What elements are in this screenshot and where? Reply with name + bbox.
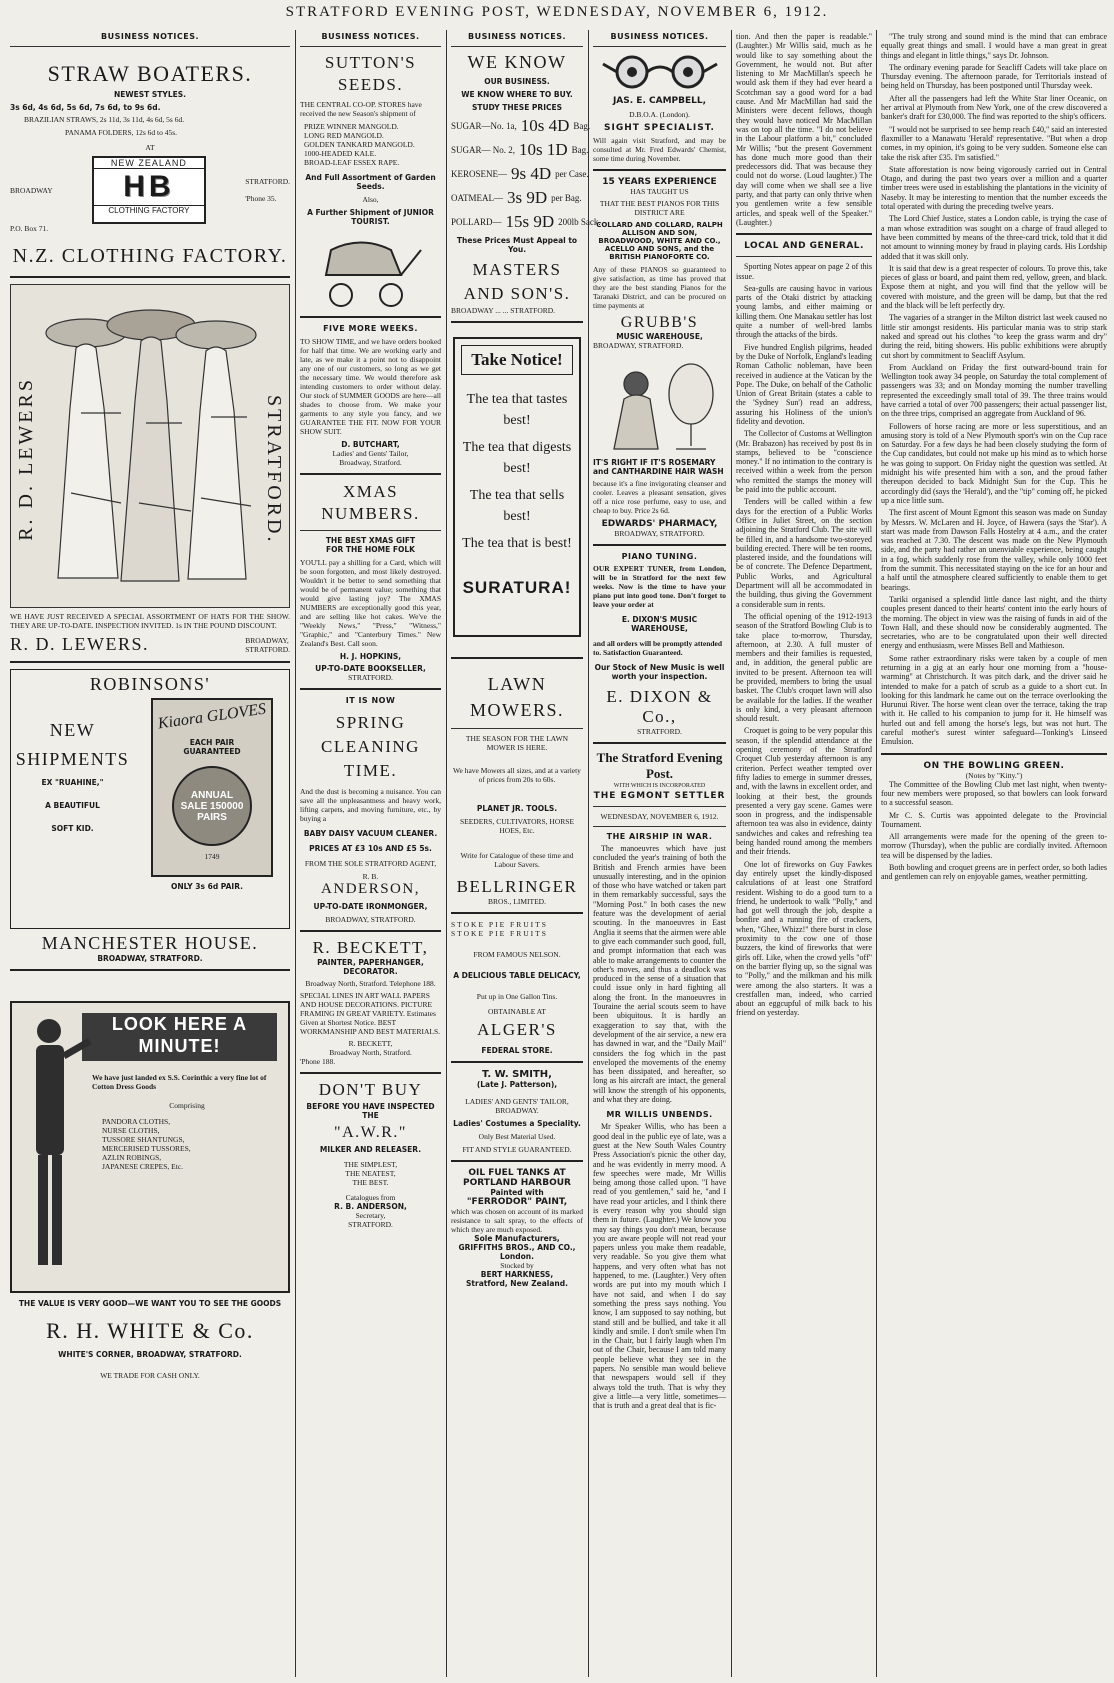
airship-article: The manoeuvres which have just concluded the year's training of both the British and French armies have been unusually interesting, and in the opinion of those who have watched or taken part in them remarkably successful, says the "Morning Post." In both cases the new feature was the development of aerial scouting. In the manoeuvres in East Anglia it seems that the airmen were able to give each commander such good, full, and prompt information that each was able to make arrangements to counter the other's moves, and thus a deadlock was produced in the sense of a situation that could issue only in hard fighting all along the front. In the manoeuvres in Touraine the aerial scouts seem to have been ubiquitous. It is hardly an exaggeration to say that, with the development of the air service, a new era has dawned in war, and the "Daily Mail" considers the fog which in the past enveloped the movements of the enemy has been dissipated, and hereafter, so long as his aircraft are intact, the general will know the strength of his opponents, and what they are doing.	[593, 844, 726, 1105]
man-illustration	[14, 1009, 84, 1279]
willis-continued: tion. And then the paper is readable." (Laughter.) Mr Willis said, much as he would like to say something about the Government, he would not. But after listening to Mr MacMillan's speech he would ask them if they had ever heard a Scotchman say a good word for a bad cause. And Mr MacMillan had said the Ministers were decent fellows, though they would have noticed Mr MacMillan was on top all the time. "I do not believe in the Labour platform a bit," concluded Mr Willis; "but the present Government has done much more good than their predecessors did. That was because they could not do worse. (Loud laughter.) The day will come when we shall see a live party, and that party can only thrive when you gentlemen write a few sensible articles, and speak well of the Speaker." (Laughter.)	[736, 32, 872, 227]
robinsons-ad: ROBINSONS' NEW SHIPMENTS EX "RUAHINE," A BEAUTIFUL SOFT KID. Kiaora GLOVES EACH PAIR GUARANTEED ANNUAL SALE 150000 PAIRS 1749 ONLY 3s 6d PAIR.	[10, 669, 290, 929]
suttons-title: SUTTON'S SEEDS.	[324, 53, 417, 94]
bowling-heading: ON THE BOWLING GREEN.	[923, 760, 1065, 771]
bowling-article: The Committee of the Bowling Club met last night, when twenty-four new members were proposed, so that bowlers can look forward to a successful season. Mr C. S. Curtis was appointed delegate to the Provincial Tournament. All arrangements were made for the opening of the green to-morrow (Thursday), when the public are cordially invited. Afternoon tea will be dispensed by the ladies. Both bowling and croquet greens are in perfect order, so both ladies and gentlemen can rely on enjoyable games, weather permitting.	[881, 779, 1107, 882]
dont-buy: DON'T BUY	[318, 1080, 423, 1099]
lady-mirror-illustration	[596, 354, 724, 454]
manchester-house: MANCHESTER HOUSE.	[41, 933, 259, 953]
butchart-text: TO SHOW TIME, and we have orders booked for half that time. We are working early and late, as we make it a point not to disappoint any one of our customers, so long as we get the necessary time. We would therefore ask intending customers to order without delay. Our stock of SUMMER GOODS are here—all shades to choose from. We make your garments to any style you fancy, and we GUARANTEE THE FIT. NOW FOR YOUR SHOW SUIT.	[300, 337, 441, 436]
dixon-name: E. DIXON & Co.,	[606, 687, 713, 726]
gloves-box: Kiaora GLOVES EACH PAIR GUARANTEED ANNUAL SALE 150000 PAIRS 1749	[151, 698, 273, 877]
pram-illustration	[311, 230, 431, 310]
straw-title: STRAW BOATERS.	[47, 61, 253, 86]
suratura-brand: SURATURA!	[462, 578, 572, 597]
masthead: STRATFORD EVENING POST, WEDNESDAY, NOVEMBER 6, 1912.	[285, 4, 829, 20]
lawn-mowers: LAWN MOWERS.	[469, 674, 564, 720]
column-2: BUSINESS NOTICES. SUTTON'S SEEDS. THE CENTRAL CO-OP. STORES have received the new Season's shipment of PRIZE WINNER MANGOLD. LONG RED MANGOLD. GOLDEN TANKARD MANGOLD. 1000-HEADED KALE. BROAD-LEAF ESSEX RAPE. And Full Assortment of Garden Seeds. Also, A Further Shipment of JUNIOR TOURIST. FIVE MORE WEEKS. TO SHOW TIME, and we have orders booked for half that time. We are working early and late, as we make it a point not to disappoint any one of our customers, so long as we get the necessary time. We would therefore ask intending customers to order without delay. Our stock of SUMMER GOODS are here—all shades to choose from. We make your garments to any style you fancy, and we GUARANTEE THE FIT. NOW FOR YOUR SHOW SUIT. D. BUTCHART, Ladies' and Gents' Tailor, Broadway, Stratford. XMAS NUMBERS. THE BEST XMAS GIFT FOR THE HOME FOLK YOU'LL pay a shilling for a Card, which will be soon forgotten, and most likely destroyed. Wouldn't it be better to send something that would be of permanent value; something that would give lasting joy? The XMAS NUMBERS are exceptionally good this year, and are selling like hot cakes. We've the "Weekly News," "Press," "Witness," "Graphic," and "Canterbury Times." New Zealand's Best. Call soon. H. J. HOPKINS, UP-TO-DATE BOOKSELLER, STRATFORD. IT IS NOW SPRING CLEANING TIME. And the dust is becoming a nuisance. You can save all the unpleasantness and heavy work, lifting carpets, and moving furniture, etc., by buying a BABY DAISY VACUUM CLEANER. PRICES AT £3 10s AND £5 5s. FROM THE SOLE STRATFORD AGENT, R. B. ANDERSON, UP-TO-DATE IRONMONGER, BROADWAY, STRATFORD. R. BECKETT, PAINTER, PAPERHANGER, DECORATOR. Broadway North, Stratford. Telephone 188. SPECIAL LINES IN ART WALL PAPERS AND HOUSE DECORATIONS. PICTURE FRAMING IN GREAT VARIETY. Estimates Given at Shortest Notice. BEST WORKMANSHIP AND BEST MATERIALS. R. BECKETT, Broadway North, Stratford. 'Phone 188. DON'T BUY BEFORE YOU HAVE INSPECTED THE "A.W.R." MILKER AND RELEASER. THE SIMPLEST, THE NEATEST, THE BEST. Catalogues from R. B. ANDERSON, Secretary, STRATFORD.	[300, 32, 441, 1229]
column-6: "The truly strong and sound mind is the mind that can embrace equally great things and small. I would have a man great in great things and elegant in little things," says Dr. Johnson. The ordinary evening parade for Seacliff Cadets will take place on Thursday evening. The afternoon parade, for Territorials instead of being held on Thursday, has been postponed until Thursday week. After all the passengers had left the White Star liner Oceanic, on her arrival at Plymouth from New York, one of the crew discovered a banker's draft for £30,000. The find was reported to the ship's officers. "I would not be surprised to see hemp reach £40," said an interested flaxmiller to a Manawatu 'Herald' representative. "But when a drop comes, in my opinion, it's going to be very sudden. Someone else can take the risk after £35. I'm satisfied." State afforestation is now being vigorously carried out in Central Otago, and during the past two years over a million and a quarter timber trees were used in establishing the plantations in the vicinity of Naseby. It may be interesting to mention that the number exceeds the total operated with during the preceding twelve years. The Lord Chief Justice, states a London cable, is trying the case of a man whose extradition was sought on a charge of fraud alleged to have been committed by means of the three-card trick, told that it did not amount to winning money by fraud in playing cards. His Lordship added that it was skill only. It is said that dew is a great respecter of colours. To prove this, take pieces of glass or board, and paint them red, yellow, green, and black. Expose them at night, and you will find that the yellow will be covered with moisture, and the green will be damp, but that the red and the black will be left perfectly dry. The vagaries of a stranger in the Milton district last week caused no little stir amongst residents. His particular mania was to strip stark naked and spread out his clothes "to keep the grass warm and dry" during the reid, biting showers. His public exhibitions were abruptly cut short by commitment to Seacliff Asylum. From Auckland on Friday the first outward-bound train for Wellington took away 34 people, on Saturday the total complement of passengers was 33; and on Monday morning the number travelling represented the exceedingly small total of 39. The three trains would have carried a total of over 700 passengers; their actual passenger list, on the three trips, comprised an aggregate from Auckland of 96. Followers of horse racing are more or less superstitious, and an amusing story is told of a New Plymouth sport's win on the Cup race on Saturday. For a few days he had been closely studying the form of the Cup candidates, but could not make up his mind as to which horse he was going to support. On Friday night the question was settled. At midnight his wife presented him with a son, and the proud father thereupon decided to back Midnight Sun for the Cup. This he accordingly did (says the 'Herald'), and the "tip" coming off, he picked up a nice little sum. The first ascent of Mount Egmont this season was made on Sunday by Messrs. W. McLaren and H. Joyce, of Hawera (says the 'Star'). A start was made from Dawson Falls Hostelry at 4 a.m., and the crater was reached at 7.30. The descent was made on the New Plymouth side, and the party had rather an unenviable experience, being caught in a fog, which suddenly rose from the valley, while only 1000 feet from the summit. This necessitated staying on the ice for an hour and a half until the atmosphere cleared sufficiently to enable them to get bearings. Tariki organised a splendid little dance last night, and the thirty couples present danced to their hearts' content into the early hours of the morning. The object in view was the raising of funds in aid of the Town Hall, and these should now be considerably augmented. The secretaries, who are to be congratulated upon their well directed energy and enthusiasm, were Misses Bell and Mathieson. Some rather extraordinary risks were taken by a couple of men returning in a gig at an early hour one morning from a "house-warming" at Christchurch. It was pitch dark, and the driver said he intended to make for a patch of scrub as a guide to a short cut. In looking for this landmark he came out on the terrace overlooking the Hurunui River. The horse went clean over the terrace, taking the trap with it. He called to his companion to jump for it. He himself was hurled out and fell among the horse's legs, but was not hurt. The careful mother's surest winter safeguard—Tonking's Linseed Emulsion. ON THE BOWLING GREEN. (Notes by "Kitty.") The Committee of the Bowling Club met last night, when twenty-four new members were proposed, so that bowlers can look forward to a successful season. Mr C. S. Curtis was appointed delegate to the Provincial Tournament. All arrangements were made for the opening of the green to-morrow (Thursday), when the public are cordially invited. Afternoon tea will be dispensed by the ladies. Both bowling and croquet greens are in perfect order, so both ladies and gentlemen can rely on enjoyable games, weather permitting.	[881, 32, 1107, 882]
willis-article: Mr Speaker Willis, who has been a good deal in the public eye of late, was a guest at the New South Wales Country Press Association's picnic the other day, and he was evidently in merry mood. A few speeches were made, Mr Willis being among those called upon. "I have read of you gentlemen," said he, "and I have read your articles, and I think there is every reason why you should sign them in future. (Laughter.) We know you may say things you don't mean, because you are aware people will not read your papers unless you make them readable, very readable. So you give them what happens, and very often what has not happened, to me. (Laughter.) Very often words are put into my mouth which I have not said, and when I do say something the press says nothing. You know, I am supposed to say nothing, but stand still and be bullied, and take it all kindly and smile. I don't smile when I'm in the Chair, but I fairly laugh when I'm out of the Chair, because I am told many people believe what they see in the papers. No sensible man would believe that newspapers would sell if they always told the truth. That is why they give a little—a very little, sometimes—that is truth and a great deal that is fic-	[593, 1122, 726, 1411]
column-4: BUSINESS NOTICES. JAS. E. CAMPBELL, D.B.O.A. (London). SIGHT SPECIALIST. Will again visit Stratford, and may be consulted at Mr. Fred Edwards' Chemist, some time during November. 15 YEARS EXPERIENCE HAS TAUGHT US THAT THE BEST PIANOS FOR THIS DISTRICT ARE COLLARD AND COLLARD, RALPH ALLISON AND SON, BROADWOOD, WHITE AND CO., ACELLO AND SONS, and the BRITISH PIANOFORTE CO. Any of these PIANOS so guaranteed to give satisfaction, as time has proved that they are the best standing Pianos for the Taranaki District, and can be procured on time payments at GRUBB'S MUSIC WAREHOUSE, BROADWAY, STRATFORD. IT'S RIGHT IF IT'S ROSEMARY and CANTHARDINE HAIR WASH because it's a fine invigorating cleanser and cooler. Leaves a pleasant sensation, gives off a nice rose perfume, easy to use, and cheap to buy. Price 2s 6d. EDWARDS' PHARMACY, BROADWAY, STRATFORD. PIANO TUNING. OUR EXPERT TUNER, from London, will be in Stratford for the next few weeks. Now is the time to have your piano put into good tone. Don't forget to leave your order at E. DIXON'S MUSIC WAREHOUSE, and all orders will be promptly attended to. Satisfaction Guaranteed. Our Stock of New Music is well worth your inspection. E. DIXON & Co., STRATFORD. The Stratford Evening Post. WITH WHICH IS INCORPORATED THE EGMONT SETTLER WEDNESDAY, NOVEMBER 6, 1912. THE AIRSHIP IN WAR. The manoeuvres which have just concluded the year's training of both the British and French armies have been unusually interesting, and in the opinion of those who have watched or taken part in them remarkably successful, says the "Morning Post." In both cases the new feature was the development of aerial scouting. In the manoeuvres in East Anglia it seems that the airmen were able to give each commander such good, full, and prompt information that each was able to make arrangements to counter the other's moves, and thus a deadlock was produced in the sense of a situation that could issue only in hard fighting all along the front. In the manoeuvres in Touraine the aerial scouts seem to have been ubiquitous. It is hardly an exaggeration to say that, with the development of the air service, a new era has dawned in war, and the "Daily Mail" considers the fog which in the past enveloped the movements of the enemy has been dissipated, and hereafter, so long as his aircraft are intact, the general will know the strength of his opponents, and what they are doing. MR WILLIS UNBENDS. Mr Speaker Willis, who has been a good deal in the public eye of late, was a guest at the New South Wales Country Press Association's picnic the other day, and he was evidently in merry mood. A few speeches were made, Mr Willis being among those called upon. "I have read of you gentlemen," said he, "and I have read your articles, and I think there is every reason why you should sign them in future. (Laughter.) We know you may say things you don't mean, because you are aware people will not read your papers unless you make them readable, very readable. So you give them what happens, and very often what has not happened, to me. (Laughter.) Very often words are put into my mouth which I have not said, and when I do say something the press says nothing. You know, I am supposed to say nothing, but stand still and be bullied, and take it all kindly and smile. I don't smile when I'm in the Chair, but I fairly laugh when I'm out of the Chair, because I am told many people believe what they see in the papers. No sensible man would believe that newspapers would sell if they always told the truth. That is why they give a little—a very little, sometimes—that is truth and a great deal that is fic-	[593, 32, 726, 1411]
seeds-list: PRIZE WINNER MANGOLD. LONG RED MANGOLD. GOLDEN TANKARD MANGOLD. 1000-HEADED KALE. BROAD-LEAF ESSEX RAPE.	[304, 122, 415, 167]
bellringer-name: BELLRINGER	[456, 877, 578, 896]
xmas-numbers: XMAS NUMBERS.	[321, 482, 420, 523]
local-general-article: Sporting Notes appear on page 2 of this issue. Sea-gulls are causing havoc in various parts of the Otaki district by attacking young lambs, and either maiming or killing them. One Manakau settler has lost quite a number of well-bred lambs through the attacks of the birds. Five hundred English pilgrims, headed by the Duke of Norfolk, England's leading Roman Catholic nobleman, have been received in audience at the Vatican by the Pope. The Duke, on behalf of the Catholic Union of Great Britain (states a cable to the 'Sydney Sun') read an address, assuring his Holiness of the union's fidelity and devotion. The Collector of Customs at Wellington (Mr. Brabazon) has received by post 8s in stamps, believed to be "conscience money." If no intimation to the contrary is received within a week from the person who remitted the stamps the money will be paid into the public account. Tenders will be called within a few days for the erection of a Public Works Office in Juliet Street, on the section adjoining the Stratford Club. The site will be filled in, and a handsome two-storeyed building erected. There will be ten rooms, plastered inside, and the foundations will be of concrete. The Defence Department, Public Works, and Agricultural Department will all be accommodated in the building, thus giving the Government a considerable sum in rents. The official opening of the 1912-1913 season of the Stratford Bowling Club is to take place to-morrow, Thursday, afternoon, at 2.30. A full muster of members and their families is requested, and, in addition, the general public are invited to be present. Afternoon tea will be provided, members to bring the usual basket. The Club's croquet lawn will also be available for the ladies. If the weather is only kind, a very pleasant afternoon should result. Croquet is going to be very popular this season, if the splendid attendance at the opening ceremony of the Stratford Croquet Club yesterday afternoon is any criterion. Perfect weather tempted over fifty ladies to emerge in summer dresses, and, with the lawns in excellent order, and looking at their best, the grounds presented a very gay scene. Games were soon in progress, and the indispensable afternoon tea was also in evidence, dainty sandwiches and cakes and refreshing tea being handed round among the members and their friends. One lot of fireworks on Guy Fawkes day entirely upset the kindly-disposed calculations of at least one Stratford resident. Wishing to do a good turn to a friend, he undertook to walk "Polly," and had got well through the job, despite a bonfire and a running fire of crackers, when, "Ghee, Whizz!" there burst in close proximity to the cow one of those buzzers, the kind of fireworks that were girls off. Like, when the crowd yells "off" on the barrier flying up, so the signal was to "Polly," and the milkman and his milk were among the also starters. It was a crestfallen man, indeed, who carried about an eggcupful of milk back to his friend on yesterday.	[736, 262, 872, 1018]
white-ad: LOOK HERE A MINUTE! We have just landed ex S.S. Corinthic a very fine lot of Cotton Dress Goods Comprising PANDORA CLOTHS, NURSE CLOTHS, TUSSORE SHANTUNGS, MERCERISED TUSSORES, AZLIN ROBINGS, JAPANESE CREPES, Etc.	[10, 1001, 290, 1293]
column-1: BUSINESS NOTICES. STRAW BOATERS. NEWEST STYLES. 3s 6d, 4s 6d, 5s 6d, 7s 6d, to 9s 6d. BRAZILIAN STRAWS, 2s 11d, 3s 11d, 4s 6d, 5s 6d. PANAMA FOLDERS, 12s 6d to 45s. AT BROADWAY NEW ZEALAND HB CLOTHING FACTORY STRATFORD. 'Phone 35. P.O. Box 71. N.Z. CLOTHING FACTORY. R. D. LEWERS STRATFORD. WE HAVE JUST RECEIVED A SPECIAL ASSORTMENT OF HATS FOR THE SHOW. THEY ARE UP-TO-DATE. INSPECTION INVITED. 1s IN THE POUND DISCOUNT. R. D. LEWERS. BROADWAY, STRATFORD. ROBINSONS' NEW SHIPMENTS EX "RUAHINE," A BEAUTIFUL SOFT KID. Kiaora GLOVES EACH PAIR GUARANTEED ANNUAL SALE 150000 PAIRS 1749 ONLY 3s 6d PAIR. MANCHESTER HOUSE. BROADWAY, STRATFORD. LOOK HERE A MINUTE! We have just landed ex S.S. Corinthic a very fine lot of Cotton Dress Goods Comprising PANDORA CLOTHS, NURSE CLOTHS, TUSSORE SHANTUNGS, MERCERISED TUSSORES, AZLIN ROBINGS, JAPANESE CREPES, Etc. THE VALUE IS VERY GOOD—WE WANT YOU TO SEE THE GOODS R. H. WHITE & Co. WHITE'S CORNER, BROADWAY, STRATFORD. WE TRADE FOR CASH ONLY.	[10, 32, 290, 1380]
price-list: SUGAR—No. 1a, 10s 4D Bag. SUGAR— No. 2, 10s 1D Bag. KEROSENE— 9s 4D per Case. OATMEAL— 3s 9D per Bag. POLLARD— 15s 9D 200lb Sack.	[451, 116, 601, 231]
nz-clothing-name: N.Z. CLOTHING FACTORY.	[12, 245, 288, 267]
spring-cleaning: SPRING CLEANING TIME.	[321, 713, 420, 780]
spectacles-icon	[600, 52, 720, 92]
local-general-heading: LOCAL AND GENERAL.	[744, 241, 864, 252]
beckett-name: R. BECKETT,	[312, 938, 429, 957]
lewers-text: WE HAVE JUST RECEIVED A SPECIAL ASSORTMENT OF HATS FOR THE SHOW. THEY ARE UP-TO-DATE. INSPECTION INVITED. 1s IN THE POUND DISCOUNT.	[10, 612, 290, 630]
look-here-banner: LOOK HERE A MINUTE!	[82, 1013, 277, 1061]
tea-ad: Take Notice! The tea that tastes best! The tea that digests best! The tea that sells best! The tea that is best! SURATURA!	[453, 337, 581, 637]
paper-title: The Stratford Evening Post.	[596, 750, 723, 781]
masters-name: MASTERS AND SON'S.	[463, 260, 571, 303]
white-name: R. H. WHITE & Co.	[46, 1318, 254, 1343]
column-5	[736, 32, 872, 1677]
hb-logo: NEW ZEALAND HB CLOTHING FACTORY	[92, 156, 206, 224]
column-3: BUSINESS NOTICES. WE KNOW OUR BUSINESS. WE KNOW WHERE TO BUY. STUDY THESE PRICES SUGAR—No. 1a, 10s 4D Bag. SUGAR— No. 2, 10s 1D Bag. KEROSENE— 9s 4D per Case. OATMEAL— 3s 9D per Bag. POLLARD— 15s 9D 200lb Sack. These Prices Must Appeal to You. MASTERS AND SON'S. BROADWAY ... ... STRATFORD. Take Notice! The tea that tastes best! The tea that digests best! The tea that sells best! The tea that is best! SURATURA! LAWN MOWERS. THE SEASON FOR THE LAWN MOWER IS HERE. We have Mowers all sizes, and at a variety of prices from 20s to 60s. PLANET JR. TOOLS. SEEDERS, CULTIVATORS, HORSE HOES, Etc. Write for Catalogue of these time and Labour Savers. BELLRINGER BROS., LIMITED. STOKE PIE FRUITS STOKE PIE FRUITS FROM FAMOUS NELSON. A DELICIOUS TABLE DELICACY, Put up in One Gallon Tins. OBTAINABLE AT ALGER'S FEDERAL STORE. T. W. SMITH, (Late J. Patterson), LADIES' AND GENTS' TAILOR, BROADWAY. Ladies' Costumes a Speciality. Only Best Material Used. FIT AND STYLE GUARANTEED. OIL FUEL TANKS AT PORTLAND HARBOUR Painted with "FERRODOR" PAINT, which was chosen on account of its marked resistance to salt spray, to the effects of which they are much exposed. Sole Manufacturers, GRIFFITHS BROS., AND CO., London. Stocked by BERT HARKNESS, Stratford, New Zealand.	[451, 32, 601, 1288]
section-header: BUSINESS NOTICES.	[100, 32, 199, 41]
grubbs-name: GRUBB'S	[620, 314, 699, 331]
algers-name: ALGER'S	[477, 1020, 557, 1039]
white-goods-list: PANDORA CLOTHS, NURSE CLOTHS, TUSSORE SHANTUNGS, MERCERISED TUSSORES, AZLIN ROBINGS, JAPANESE CREPES, Etc.	[102, 1117, 191, 1171]
lewers-ad: R. D. LEWERS STRATFORD.	[10, 284, 290, 608]
we-know: WE KNOW	[467, 52, 567, 72]
ladies-illustration	[41, 293, 261, 593]
column-6-notes: "The truly strong and sound mind is the mind that can embrace equally great things and small. I would have a man great in great things and elegant in little things," says Dr. Johnson. The ordinary evening parade for Seacliff Cadets will take place on Thursday evening. The afternoon parade, for Territorials instead of being held on Thursday, has been postponed until Thursday week. After all the passengers had left the White Star liner Oceanic, on her arrival at Plymouth from New York, one of the crew discovered a banker's draft for £30,000. The find was reported to the ship's officers. "I would not be surprised to see hemp reach £40," said an interested flaxmiller to a Manawatu 'Herald' representative. "But when a drop comes, in my opinion, it's going to be very sudden. Someone else can take the risk after £35. I'm satisfied." State afforestation is now being vigorously carried out in Central Otago, and during the past two years over a million and a quarter timber trees were used in establishing the plantations in the vicinity of Naseby. It may be interesting to mention that the number exceeds the total operated with during the preceding twelve years. The Lord Chief Justice, states a London cable, is trying the case of a man whose extradition was sought on a charge of fraud alleged to have been committed by means of the three-card trick, told that it did not amount to winning money by fraud in playing cards. His Lordship added that it was skill only. It is said that dew is a great respecter of colours. To prove this, take pieces of glass or board, and paint them red, yellow, green, and black. Expose them at night, and you will find that the yellow will be covered with moisture, and the green will be damp, but that the red and the black will be left perfectly dry. The vagaries of a stranger in the Milton district last week caused no little stir amongst residents. His particular mania was to strip stark naked and spread out his clothes "to keep the grass warm and dry" during the reid, biting showers. His public exhibitions were abruptly cut short by commitment to Seacliff Asylum. From Auckland on Friday the first outward-bound train for Wellington took away 34 people, on Saturday the total complement of passengers was 33; and on Monday morning the number travelling represented the exceedingly small total of 39. The three trains would have carried a total of over 700 passengers; their actual passenger list, on the three trips, comprised an aggregate from Auckland of 96. Followers of horse racing are more or less superstitious, and an amusing story is told of a New Plymouth sport's win on the Cup race on Saturday. For a few days he had been closely studying the form of the Cup candidates, but could not make up his mind as to which horse he was going to support. On Friday night the question was settled. At midnight his wife presented him with a son, and the proud father thereupon decided to back Midnight Sun for the Cup. This he accordingly did (says the 'Herald'), and the "tip" coming off, he picked up a nice little sum. The first ascent of Mount Egmont this season was made on Sunday by Messrs. W. McLaren and H. Joyce, of Hawera (says the 'Star'). A start was made from Dawson Falls Hostelry at 4 a.m., and the crater was reached at 7.30. The descent was made on the New Plymouth side, and the party had rather an unenviable experience, being caught in a fog, which suddenly rose from the valley, while only 1000 feet from the summit. This necessitated staying on the ice for an hour and a half until the atmosphere cleared sufficiently to enable them to get bearings. Tariki organised a splendid little dance last night, and the thirty couples present danced to their hearts' content into the early hours of the morning. The object in view was the raising of funds in aid of the Town Hall, and these should now be considerably augmented. The secretaries, who are to be congratulated upon their well directed energy and enthusiasm, were Misses Bell and Mathieson. Some rather extraordinary risks were taken by a couple of men returning in a gig at an early hour one morning from a "house-warming" at Christchurch. It was pitch dark, and the driver said he intended to make for a patch of scrub as a guide to a short cut. In looking for this landmark he came out on the terrace overlooking the Hurunui River. The horse went clean over the terrace, taking the trap with it. He called to his companion to jump for it. He himself was hurled out and fell among the horse's legs, but was not hurt. The careful mother's surest winter safeguard—Tonking's Linseed Emulsion.	[881, 32, 1107, 747]
